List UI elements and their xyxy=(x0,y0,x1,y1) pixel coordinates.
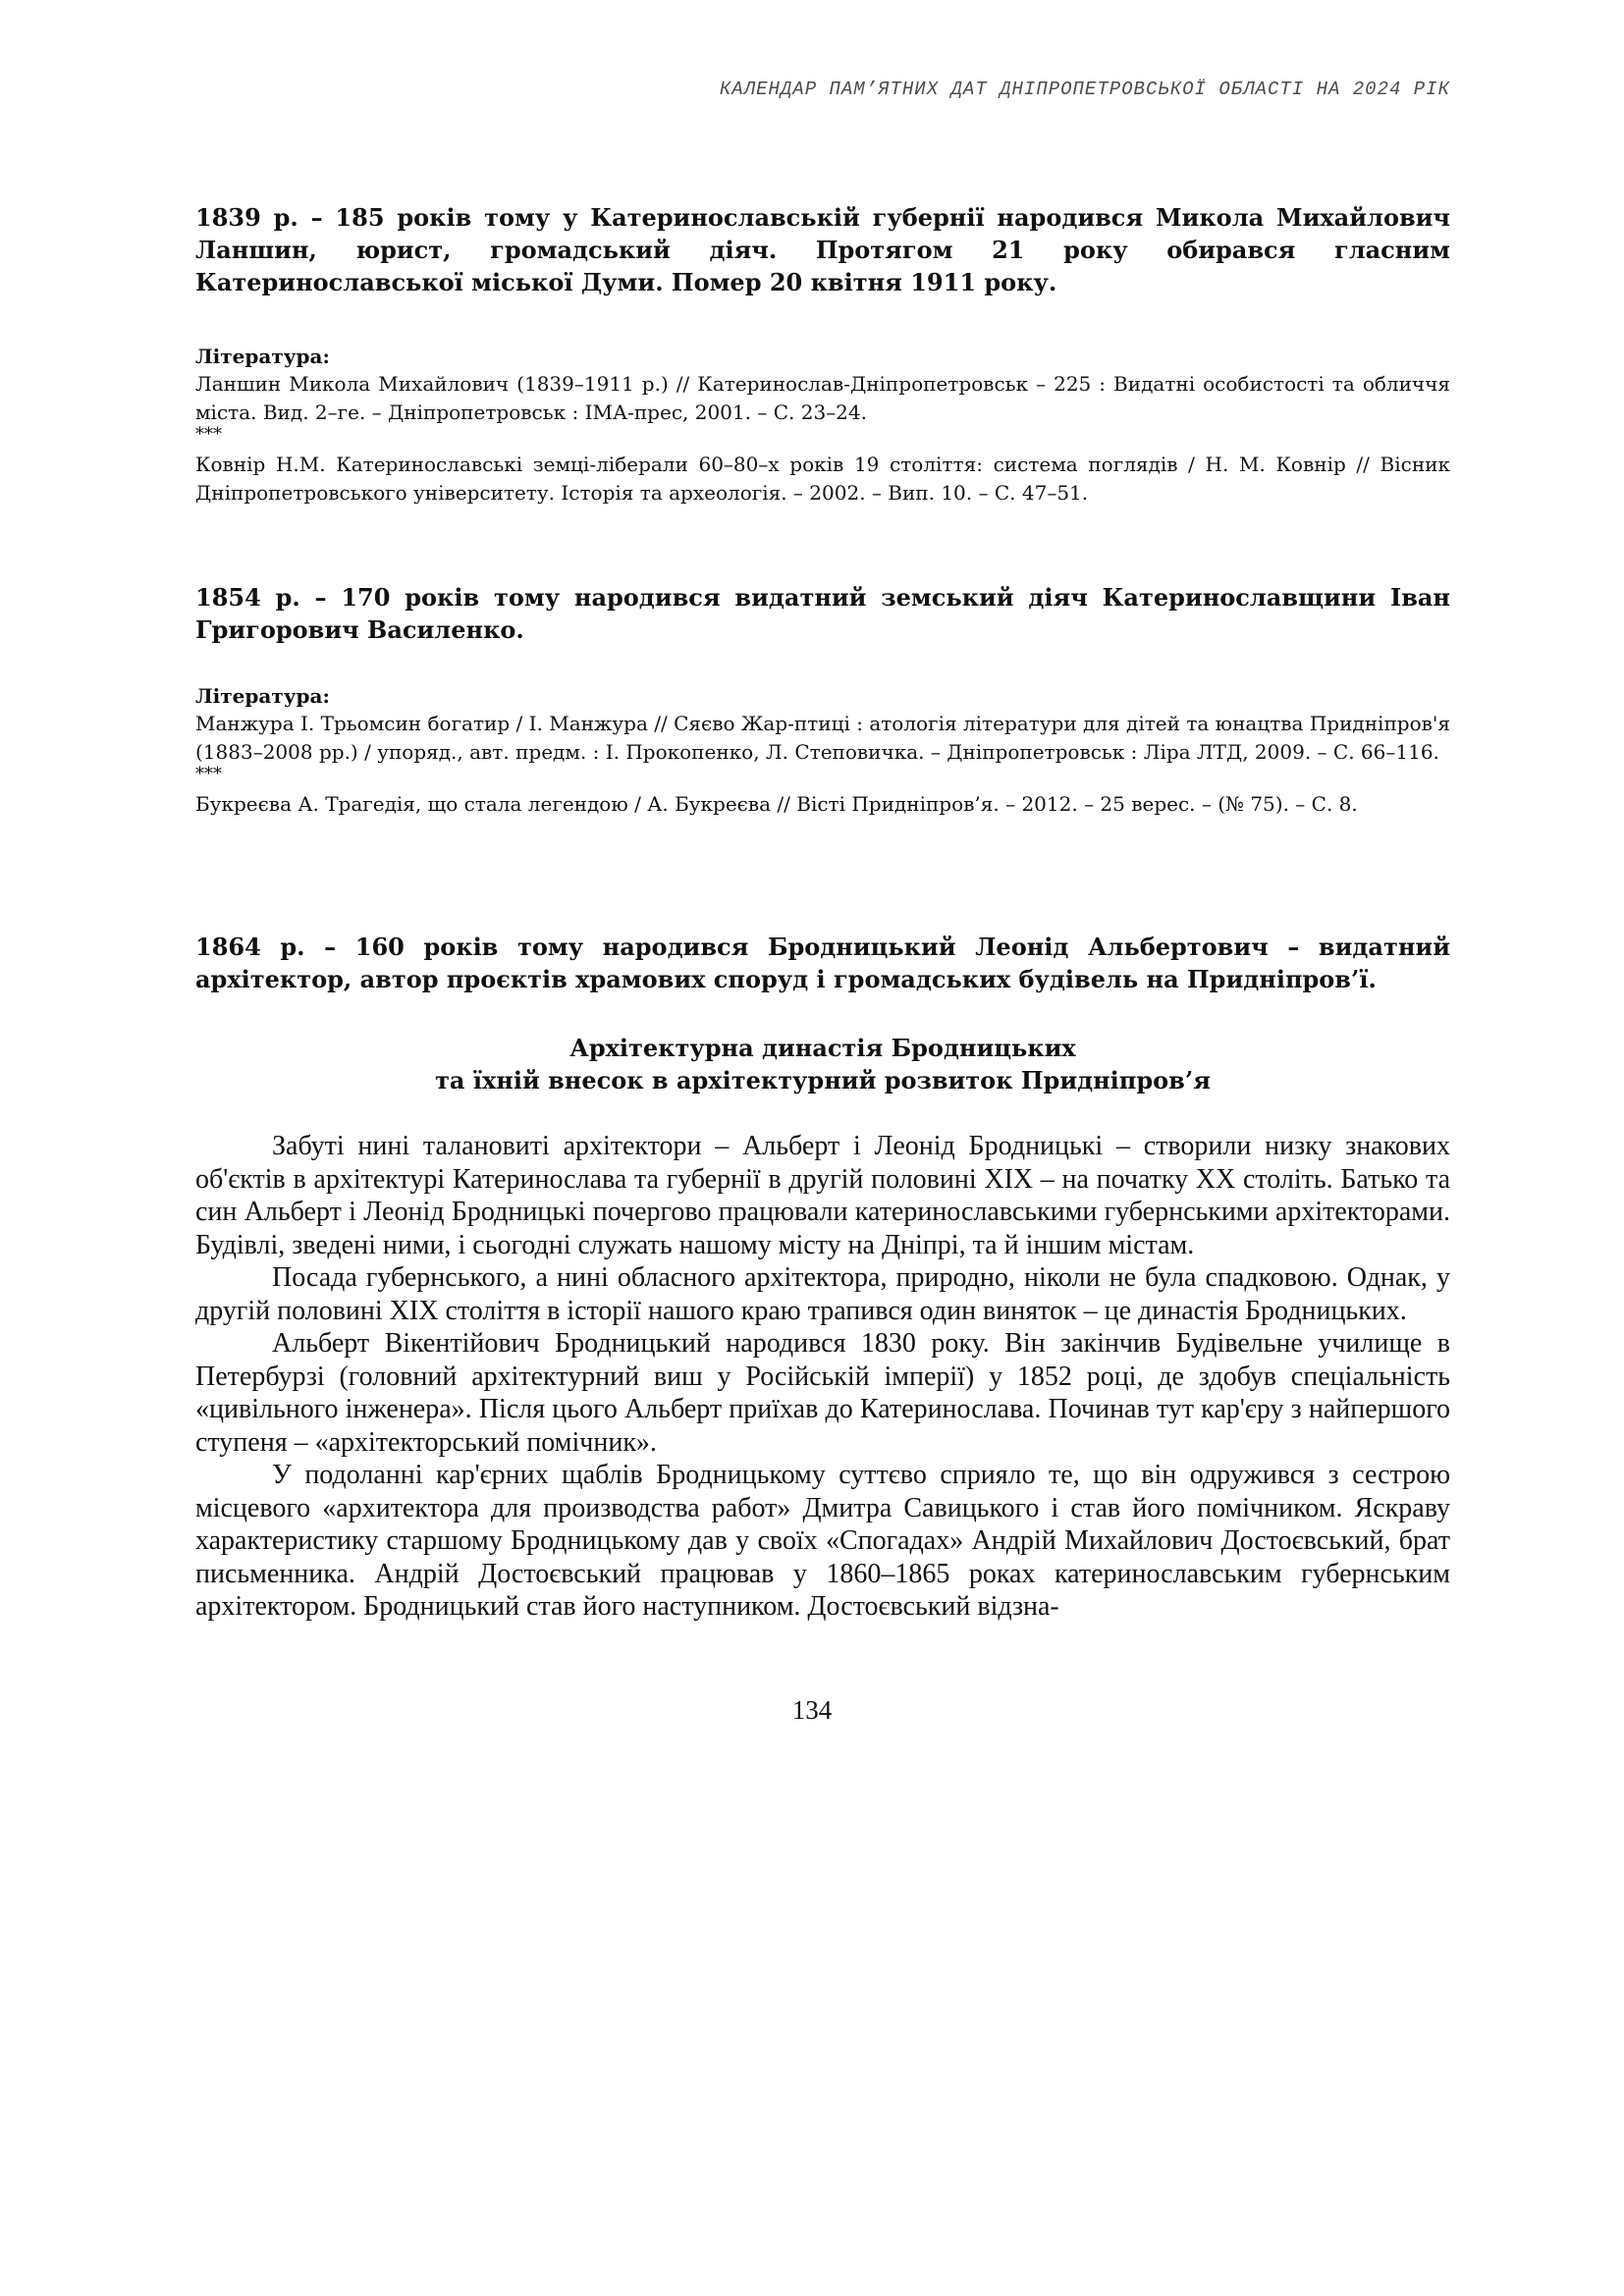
running-header: КАЛЕНДАР ПАМ’ЯТНИХ ДАТ ДНІПРОПЕТРОВСЬКОЇ ОБЛАСТІ НА 2024 РІК xyxy=(719,79,1450,100)
body-paragraph: Альберт Вікентійович Бродницький народився 1830 року. Він закінчив Будівельне училище в Петербурзі (головний архітектурний виш у Російській імперії) у 1852 році, де здобув спеціальність «цивільного інженера». Після цього Альберт приїхав до Катеринослава. Починав тут кар'єру з найпершого ступеня – «архітекторський помічник». xyxy=(195,1328,1450,1458)
entry-heading: 1854 р. – 170 років тому народився видатний земський діяч Катеринославщини Іван Григорович Василенко. xyxy=(195,583,1450,644)
section-title-line: та їхній внесок в архітектурний розвиток Придніпров’я xyxy=(435,1066,1211,1095)
literature-reference: Ланшин Микола Михайлович (1839–1911 р.) // Катеринослав-Дніпропетровськ – 225 : Видатні особистості та обличчя міста. Вид. 2–ге. – Дніпропетровськ : ІМА-прес, 2001. – С. 23–24. xyxy=(195,372,1450,424)
reference-separator: *** xyxy=(195,764,222,784)
literature-label: Література: xyxy=(195,345,330,368)
reference-separator: *** xyxy=(195,424,222,445)
section-title-line: Архітектурна династія Бродницьких xyxy=(569,1034,1076,1062)
literature-block-1854 xyxy=(195,682,1450,819)
body-paragraph: Забуті нині талановиті архітектори – Альберт і Леонід Бродницькі – створили низку знакових об'єктів в архітектурі Катеринослава та губернії в другій половині ХІХ – на початку ХХ століть. Батько та син Альберт і Леонід Бродницькі почергово працювали катеринославськими губернськими архітекторами. Будівлі, зведені ними, і сьогодні служать нашому місту на Дніпрі, та й іншим містам. xyxy=(195,1131,1450,1260)
body-paragraph: Посада губернського, а нині обласного архітектора, природно, ніколи не була спадковою. Однак, у другій половині ХІХ століття в історії нашого краю трапився один виняток – це династія Бродницьких. xyxy=(195,1262,1450,1326)
literature-reference: Манжура І. Трьомсин богатир / І. Манжура // Сяєво Жар-птиці : атологія літератури для дітей та юнацтва Придніпров'я (1883–2008 рр.) / упоряд., авт. предм. : І. Прокопенко, Л. Степовичка. – Дніпропетровськ : Ліра ЛТД, 2009. – С. 66–116. xyxy=(195,712,1450,764)
entry-heading: 1864 р. – 160 років тому народився Бродницький Леонід Альбертович – видатний архітектор, автор проєктів храмових споруд і громадських будівель на Придніпров’ї. xyxy=(195,933,1450,993)
entry-1864 xyxy=(195,931,1450,995)
literature-reference: Букреєва А. Трагедія, що стала легендою / А. Букреєва // Вісті Придніпров’я. – 2012. – 25 верес. – (№ 75). – С. 8. xyxy=(195,792,1358,816)
entry-1839 xyxy=(195,201,1450,298)
literature-reference: Ковнір Н.М. Катеринославські земці-ліберали 60–80–х років 19 століття: система поглядів / Н. М. Ковнір // Вісник Дніпропетровського університету. Історія та археологія. – 2002. – Вип. 10. – С. 47–51. xyxy=(195,453,1450,505)
entry-1854 xyxy=(195,581,1450,646)
literature-label: Література: xyxy=(195,684,330,708)
entry-heading: 1839 р. – 185 років тому у Катеринославській губернії народився Микола Михайлович Ланшин, юрист, громадський діяч. Протягом 21 року обирався гласним Катеринославської міської Думи. Помер 20 квітня 1911 року. xyxy=(195,203,1450,296)
page-number: 134 xyxy=(791,1695,833,1725)
section-title xyxy=(195,1032,1450,1096)
article-body xyxy=(195,1130,1450,1624)
literature-block-1839 xyxy=(195,343,1450,507)
body-paragraph: У подоланні кар'єрних щаблів Бродницькому суттєво сприяло те, що він одружився з сестрою місцевого «архитектора для производства работ» Дмитра Савицького і став його помічником. Яскраву характеристику старшому Бродницькому дав у своїх «Спогадах» Андрій Михайлович Достоєвський, брат письменника. Андрій Достоєвський працював у 1860–1865 роках катеринославським губернським архітектором. Бродницький став його наступником. Достоєвський відзна- xyxy=(195,1460,1450,1622)
